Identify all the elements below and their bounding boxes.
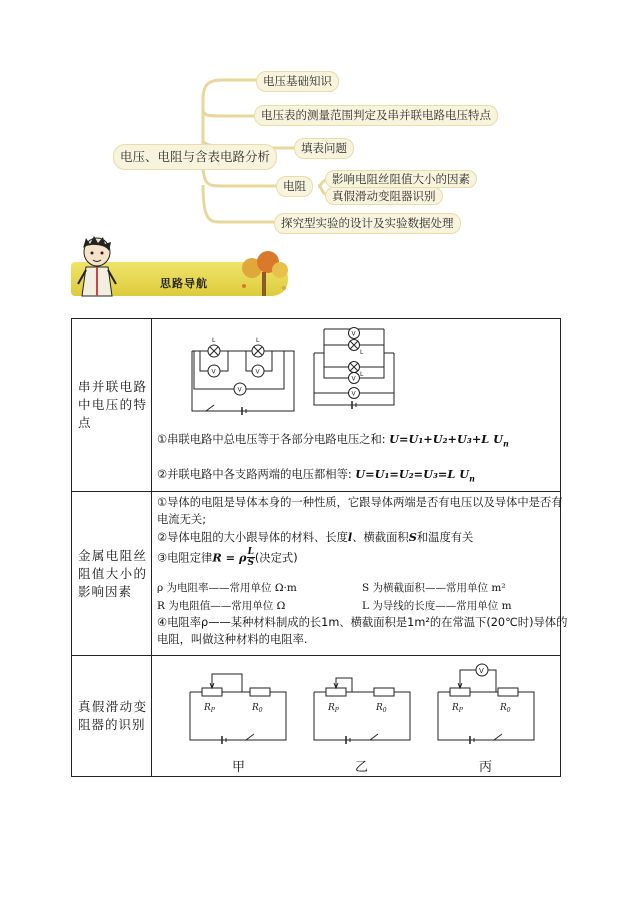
factors-text-a: ②导体电阻的大小跟导体的材料、长度 [157,531,348,544]
table-row [72,656,561,777]
autumn-tree-icon [236,250,292,298]
label-l1: L [212,337,216,344]
mindmap-root: 电压、电阻与含表电路分析 [113,144,277,170]
parallel-rule-sub: n [469,473,475,484]
law-formula: R = ρ [212,550,247,565]
knowledge-table [71,318,568,777]
caption-jia: 甲 [232,760,246,775]
def-rho: ρ 为电阻率——常用单位 Ω·m [157,582,297,594]
label-parallel-l2: L [360,371,364,378]
def-r: R 为电阻值——常用单位 Ω [157,600,286,612]
parallel-rule-formula: U=U₁=U₂=U₃=L U [355,467,470,481]
rp-label-jia: $R_P$ [204,703,215,714]
row-content-series-parallel [152,319,561,492]
label-v1: V [211,368,216,376]
rheostat-circuit-bing [430,658,542,746]
series-rule-sub: n [503,438,509,449]
label-v-mid: V [351,375,356,383]
law-denominator: S [247,558,254,568]
law-numerator: L [247,547,254,557]
rheostat-circuit-jia [182,664,294,746]
def-s: S 为横截面积——常用单位 m² [362,582,506,594]
table-row [72,492,561,656]
label-v2: V [255,368,260,376]
parallel-voltage-rule [157,466,475,483]
row-label-rheostat: 真假滑动变阻器的识别 [72,656,152,777]
law-text-b: (决定式) [254,551,298,565]
label-parallel-l1: L [360,349,364,356]
row-content-resistance-factors [152,492,568,656]
r0-label-jia: $R_0$ [252,703,263,714]
label-v-top: V [351,330,356,338]
caption-bing: 丙 [479,760,493,775]
rp-label-yi: $R_P$ [328,703,339,714]
resistance-factors-note [157,529,473,545]
label-l2: L [256,337,260,344]
factors-text-c: 和温度有关 [416,531,474,544]
r0-label-yi: $R_0$ [376,703,387,714]
resistance-law [157,547,298,571]
series-circuit-diagram [184,331,304,421]
row-content-rheostat [152,656,561,777]
def-l: L 为导线的长度——常用单位 m [362,600,512,612]
banner-title: 思路导航 [160,277,208,290]
mindmap-sub-resistance-factors: 影响电阻丝阻值大小的因素 [325,170,477,188]
series-voltage-rule [157,431,509,448]
law-fraction [247,547,255,568]
factors-text-b: 、横截面积 [352,531,409,544]
label-v-bottom: V [351,390,356,398]
mindmap-branch-voltmeter-range: 电压表的测量范围判定及串并联电路电压特点 [254,105,498,126]
factors-symbol-s: S [408,530,417,544]
mindmap-sub-rheostat-identification: 真假滑动变阻器识别 [325,187,443,205]
factors-symbol-l: l [347,530,353,544]
row-label-series-parallel: 串并联电路中电压的特点 [72,319,152,492]
cartoon-boy-icon [76,234,120,300]
voltmeter-label-bing: V [479,667,484,675]
mindmap-branch-resistance: 电阻 [276,176,313,197]
parallel-rule-text: ②并联电路中各支路两端的电压都相等: [157,468,352,481]
law-text-a: ③电阻定律 [157,551,213,565]
rp-label-bing: $R_P$ [452,703,463,714]
series-rule-formula: U=U₁+U₂+U₃+L U [389,432,504,446]
mindmap-branch-experiment: 探究型实验的设计及实验数据处理 [274,213,461,234]
parallel-circuit-diagram [304,323,404,415]
resistivity-definition: ④电阻率ρ——某种材料制成的长1m、横截面积是1m²的在常温下(20℃时)导体的电阻，叫做这种材料的电阻率. [157,616,568,646]
mindmap-branch-voltage-basics: 电压基础知识 [256,71,339,92]
series-rule-text: ①串联电路中总电压等于各部分电路电压之和: [157,433,386,446]
r0-label-bing: $R_0$ [500,703,511,714]
rheostat-circuit-yi [306,664,418,746]
table-row [72,319,561,492]
mindmap-branch-fill-table: 填表问题 [294,138,354,159]
row-label-resistance-factors: 金属电阻丝阻值大小的影响因素 [72,492,152,656]
resistance-property-note: ①导体的电阻是导体本身的一种性质，它跟导体两端是否有电压以及导体中是否有电流无关; [157,496,563,526]
caption-yi: 乙 [355,760,369,775]
label-v-total: V [237,386,242,394]
